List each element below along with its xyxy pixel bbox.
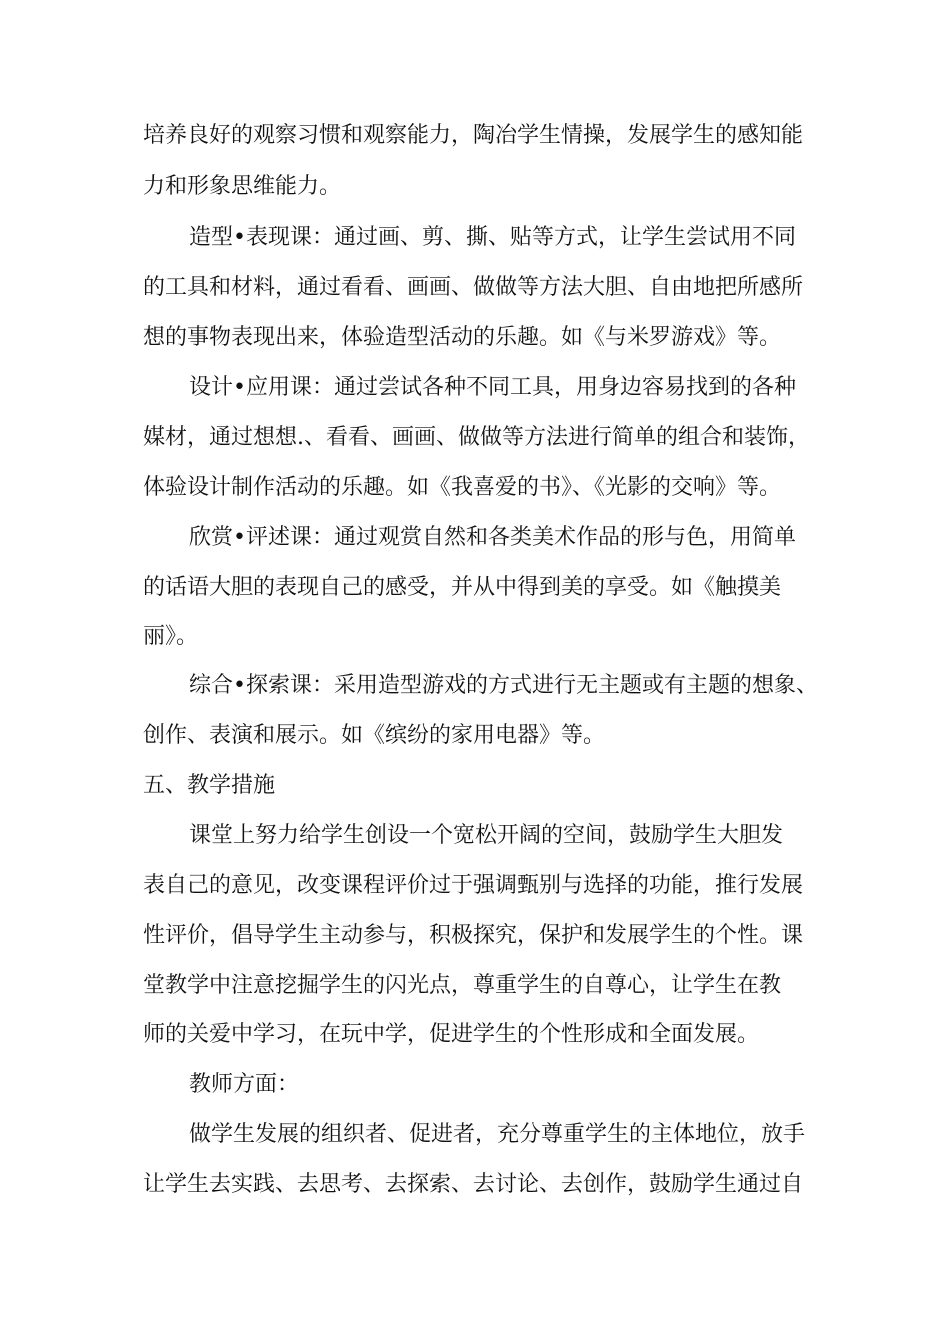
paragraph-line: 想的事物表现出来，体验造型活动的乐趣。如《与米罗游戏》等。: [143, 325, 782, 350]
paragraph-line: 性评价，倡导学生主动参与，积极探究，保护和发展学生的个性。课: [143, 923, 804, 948]
paragraph-line: 创作、表演和展示。如《缤纷的家用电器》等。: [143, 723, 606, 748]
paragraph-line: 欣赏•评述课：通过观赏自然和各类美术作品的形与色，用简单: [189, 525, 796, 550]
paragraph-line: 做学生发展的组织者、促进者，充分尊重学生的主体地位，放手: [189, 1122, 806, 1147]
paragraph-line: 教师方面：: [189, 1072, 300, 1097]
paragraph-line: 媒材，通过想想.、看看、画画、做做等方法进行简单的组合和装饰，: [143, 425, 810, 450]
paragraph-line: 让学生去实践、去思考、去探索、去讨论、去创作，鼓励学生通过自: [143, 1172, 804, 1197]
paragraph-line: 综合•探索课：采用造型游戏的方式进行无主题或有主题的想象、: [189, 673, 818, 698]
paragraph-line: 培养良好的观察习惯和观察能力，陶冶学生情操，发展学生的感知能: [143, 123, 804, 148]
paragraph-line: 丽》。: [143, 624, 199, 649]
paragraph-line: 的工具和材料，通过看看、画画、做做等方法大胆、自由地把所感所: [143, 275, 804, 300]
paragraph-line: 表自己的意见，改变课程评价过于强调甄别与选择的功能，推行发展: [143, 873, 804, 898]
paragraph-line: 师的关爱中学习，在玩中学，促进学生的个性形成和全面发展。: [143, 1022, 760, 1047]
paragraph-line: 设计•应用课：通过尝试各种不同工具，用身边容易找到的各种: [189, 375, 796, 400]
paragraph-line: 力和形象思维能力。: [143, 174, 342, 199]
paragraph-line: 造型•表现课：通过画、剪、撕、贴等方式，让学生尝试用不同: [189, 225, 796, 250]
paragraph-line: 课堂上努力给学生创设一个宽松开阔的空间，鼓励学生大胆发: [189, 823, 784, 848]
paragraph-line: 的话语大胆的表现自己的感受，并从中得到美的享受。如《触摸美: [143, 575, 782, 600]
paragraph-line: 体验设计制作活动的乐趣。如《我喜爱的书》、《光影的交响》等。: [143, 475, 782, 500]
paragraph-line: 堂教学中注意挖掘学生的闪光点，尊重学生的自尊心，让学生在教: [143, 973, 782, 998]
section-heading: 五、教学措施: [143, 773, 276, 798]
